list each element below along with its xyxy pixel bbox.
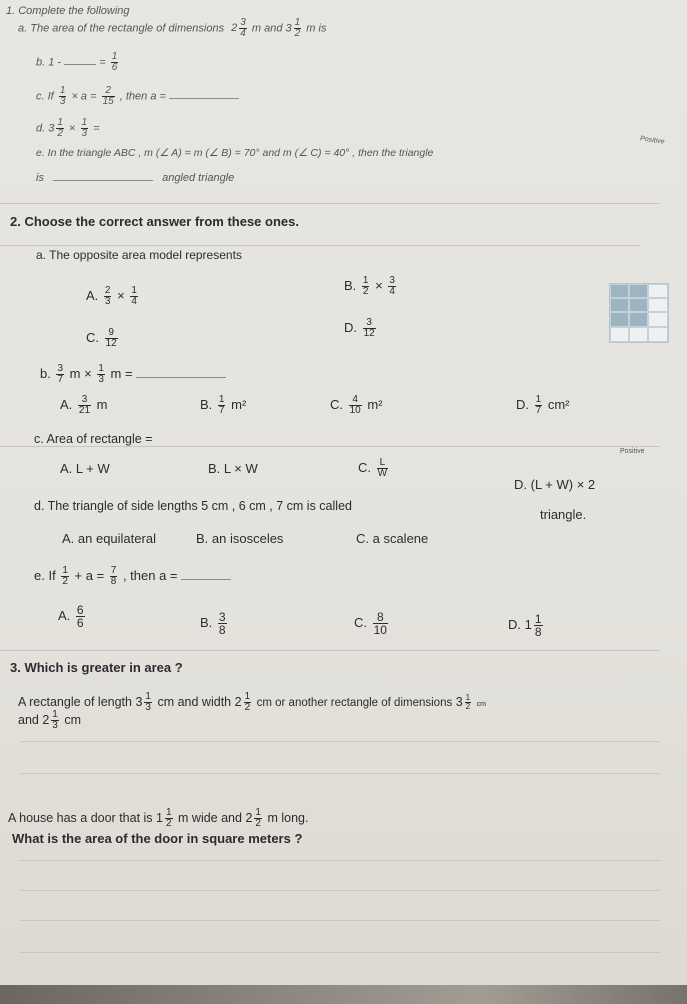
q2e-option-d: D. 1 $\frac{1}{8}$ — [508, 612, 542, 639]
q2b-option-d: D. $\frac{1}{7}$ cm² — [516, 394, 570, 416]
divider — [20, 860, 660, 861]
area-model-figure — [609, 283, 669, 343]
q2-heading: 2. Choose the correct answer from these ones. — [10, 214, 299, 229]
divider — [20, 741, 660, 742]
q2c-option-d: D. (L + W) × 2 — [514, 477, 596, 492]
q3-line2: and 2 $\frac{1}{3}$ cm — [18, 709, 82, 731]
q2c-option-b: B. L × W — [208, 461, 258, 476]
q2d-option-b: B. an isosceles — [196, 531, 284, 546]
q2a-option-a: A. $\frac{2}{3}$ × $\frac{1}{4}$ — [86, 285, 137, 307]
q2e-option-a: A. $\frac{6}{6}$ — [58, 603, 84, 630]
q1c: c. If $\frac{1}{3}$ × a = $\frac{2}{15}$ , then a = — [36, 86, 239, 107]
q2c-option-c: C. $\frac{L}{W}$ — [358, 457, 388, 479]
q2c-option-a: A. L + W — [60, 461, 110, 476]
q2b-option-c: C. $\frac{4}{10}$ m² — [330, 394, 383, 416]
q2b-option-a: A. $\frac{3}{21}$ m — [60, 394, 108, 416]
q2d-question: d. The triangle of side lengths 5 cm , 6 cm , 7 cm is called — [34, 499, 352, 513]
q3-line1: A rectangle of length 3 $\frac{1}{3}$ cm and width 2 $\frac{1}{2}$ cm or another rectangle of dimensions 3 $\frac{1}{2}$ cm — [18, 691, 486, 713]
q4-line2: What is the area of the door in square meters ? — [12, 831, 303, 846]
q2a-option-c: C. $\frac{9}{12}$ — [86, 327, 117, 349]
divider — [20, 952, 660, 953]
q4-line1: A house has a door that is 1 $\frac{1}{2}$ m wide and 2 $\frac{1}{2}$ m long. — [8, 807, 309, 829]
q2c-question: c. Area of rectangle = — [34, 432, 153, 446]
q2c-margin-note: Positive — [620, 448, 645, 455]
divider — [20, 920, 660, 921]
q2a-option-b: B. $\frac{1}{2}$ × $\frac{3}{4}$ — [344, 275, 395, 297]
divider — [0, 203, 660, 204]
q2d-tail: triangle. — [540, 507, 587, 522]
divider — [0, 446, 660, 447]
q2d-option-c: C. a scalene — [356, 531, 429, 546]
photo-bottom-edge — [0, 985, 687, 1004]
q1d: d. 3 $\frac{1}{2}$ × $\frac{1}{3}$ = — [36, 117, 100, 139]
divider — [20, 890, 660, 891]
q2e-option-b: B. $\frac{3}{8}$ — [200, 610, 226, 637]
q1-heading: 1. Complete the following — [6, 5, 130, 17]
q1b: b. 1 - = $\frac{1}{6}$ — [36, 51, 118, 73]
q1e: e. In the triangle ABC , m (∠ A) = m (∠ B) = 70° and m (∠ C) = 40° , then the triangle — [36, 147, 434, 159]
q2b-question: b. $\frac{3}{7}$ m × $\frac{1}{3}$ m = — [40, 364, 226, 385]
divider — [0, 650, 660, 651]
q1e-line2: is angled triangle — [36, 172, 235, 184]
q2a-question: a. The opposite area model represents — [36, 248, 242, 262]
q2e-option-c: C. $\frac{8}{10}$ — [354, 610, 387, 637]
q2b-option-b: B. $\frac{1}{7}$ m² — [200, 394, 247, 416]
q1a: a. The area of the rectangle of dimensions 2 $\frac{3}{4}$ m and 3 $\frac{1}{2}$ m is — [18, 17, 327, 39]
q3-heading: 3. Which is greater in area ? — [10, 660, 183, 675]
divider — [20, 773, 660, 774]
divider — [0, 245, 640, 246]
q2e-question: e. If $\frac{1}{2}$ + a = $\frac{7}{8}$ , then a = — [34, 566, 231, 587]
q2a-option-d: D. $\frac{3}{12}$ — [344, 317, 375, 339]
q2d-option-a: A. an equilateral — [62, 531, 156, 546]
q1-margin-note: Positive — [639, 135, 665, 146]
